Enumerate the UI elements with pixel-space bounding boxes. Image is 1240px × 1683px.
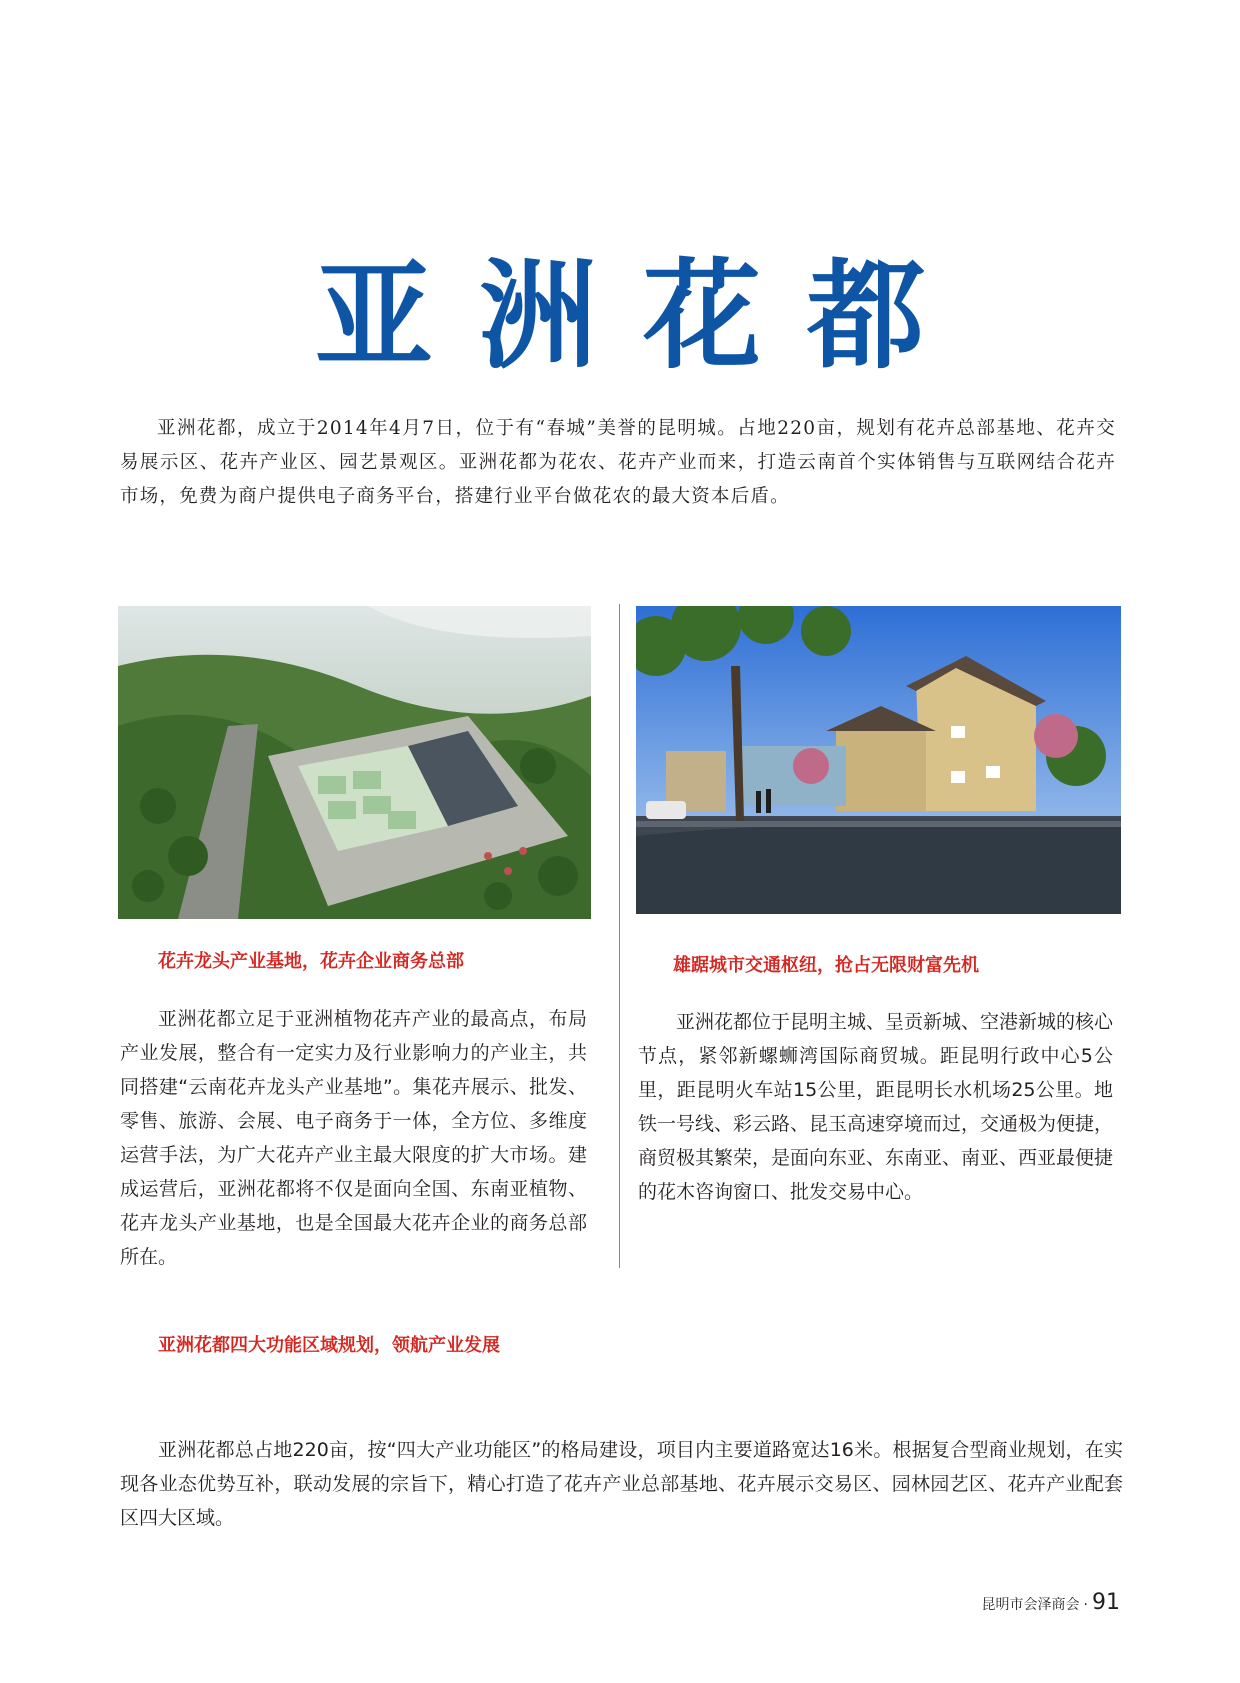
- publication-name: 昆明市会泽商会: [981, 1597, 1080, 1613]
- left-section-heading: 花卉龙头产业基地，花卉企业商务总部: [158, 951, 464, 972]
- page-footer: [982, 1590, 1120, 1615]
- right-section-body: 亚洲花都位于昆明主城、呈贡新城、空港新城的核心节点，紧邻新螺蛳湾国际商贸城。距昆明行政中心5公里，距昆明火车站15公里，距昆明长水机场25公里。地铁一号线、彩云路、昆玉高速穿境而过，交通极为便捷，商贸极其繁荣，是面向东亚、东南亚、南亚、西亚最便捷的花木咨询窗口、批发交易中心。: [638, 1011, 1114, 1203]
- section3-body: 亚洲花都总占地220亩，按“四大产业功能区”的格局建设，项目内主要道路宽达16米。根据复合型商业规划，在实现各业态优势互补，联动发展的宗旨下，精心打造了花卉产业总部基地、花卉展示交易区、园林园艺区、花卉产业配套区四大区域。: [120, 1439, 1123, 1529]
- column-divider: [619, 604, 620, 1268]
- footer-separator: ·: [1083, 1597, 1088, 1613]
- left-section-body: 亚洲花都立足于亚洲植物花卉产业的最高点，布局产业发展，整合有一定实力及行业影响力的产业主，共同搭建“云南花卉龙头产业基地”。集花卉展示、批发、零售、旅游、会展、电子商务于一体，全方位、多维度运营手法，为广大花卉产业主最大限度的扩大市场。建成运营后，亚洲花都将不仅是面向全国、东南亚植物、花卉龙头产业基地，也是全国最大花卉企业的商务总部所在。: [120, 1008, 587, 1268]
- intro-paragraph: 亚洲花都，成立于2014年4月7日，位于有“春城”美誉的昆明城。占地220亩，规划有花卉总部基地、花卉交易展示区、花卉产业区、园艺景观区。亚洲花都为花农、花卉产业而来，打造云南首个实体销售与互联网结合花卉市场，免费为商户提供电子商务平台，搭建行业平台做花农的最大资本后盾。: [120, 418, 1116, 507]
- aerial-view-image: [118, 606, 591, 919]
- page-title: 亚洲花都: [314, 246, 971, 386]
- section3-heading: 亚洲花都四大功能区域规划，领航产业发展: [158, 1335, 500, 1356]
- right-section-heading: 雄踞城市交通枢纽，抢占无限财富先机: [673, 955, 979, 976]
- page-number: 91: [1092, 1590, 1120, 1615]
- building-photo-image: [636, 606, 1121, 914]
